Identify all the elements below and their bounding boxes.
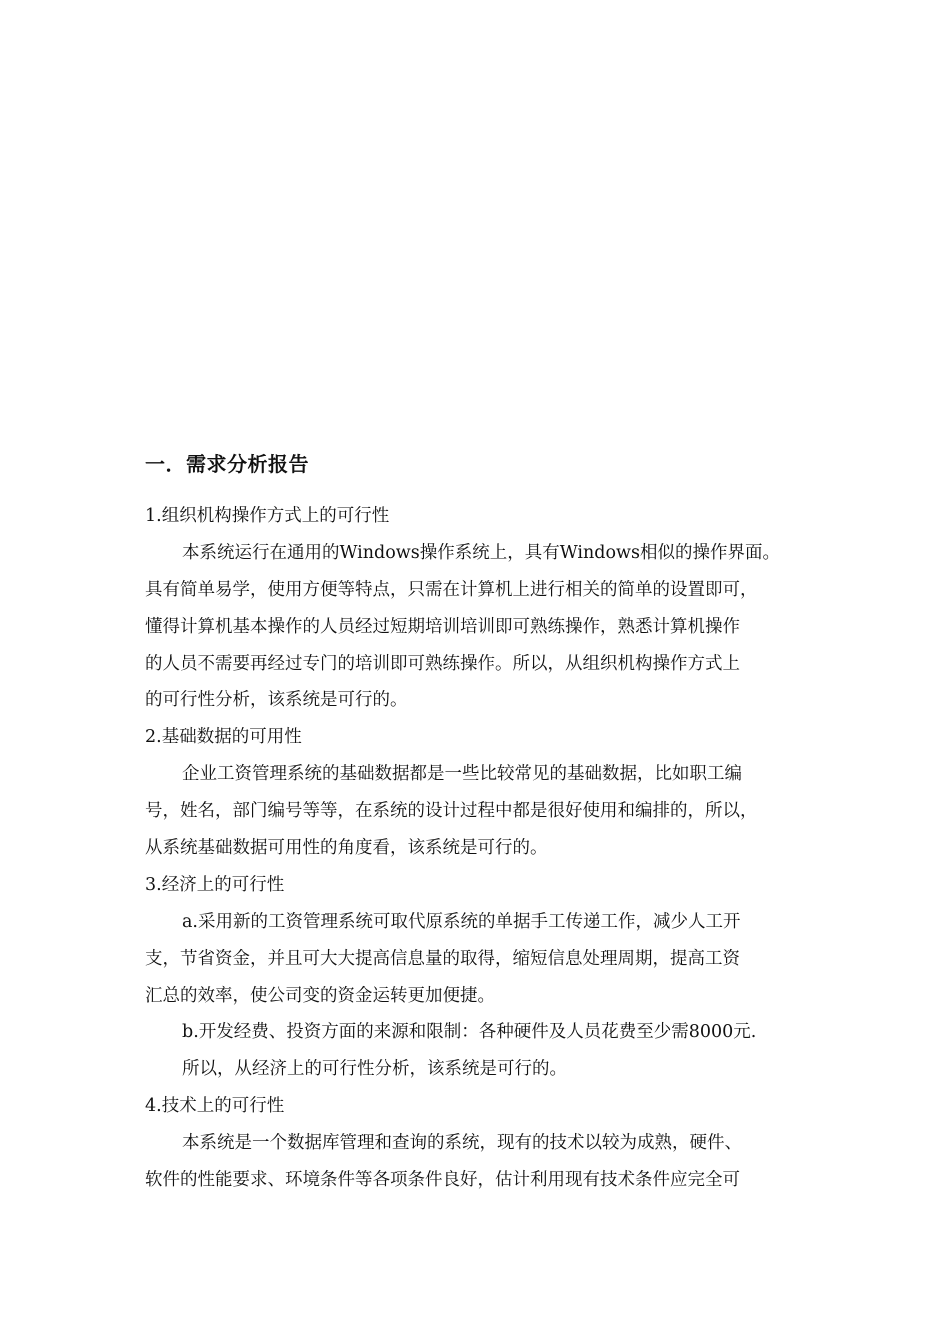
paragraph-line: 的人员不需要再经过专门的培训即可熟练操作。所以，从组织机构操作方式上 — [145, 653, 740, 674]
paragraph-line: 具有简单易学，使用方便等特点，只需在计算机上进行相关的简单的设置即可， — [145, 579, 758, 600]
paragraph-line: 软件的性能要求、环境条件等各项条件良好，估计利用现有技术条件应完全可 — [145, 1170, 740, 1191]
paragraph-line: 的可行性分析，该系统是可行的。 — [145, 690, 408, 711]
paragraph-line: 号，姓名，部门编号等等，在系统的设计过程中都是很好使用和编排的，所以， — [145, 801, 758, 822]
paragraph-line: b.开发经费、投资方面的来源和限制：各种硬件及人员花费至少需8000元. — [182, 1022, 757, 1043]
paragraph-line: 从系统基础数据可用性的角度看，该系统是可行的。 — [145, 838, 548, 859]
subsection-title: 2.基础数据的可用性 — [145, 727, 302, 748]
paragraph-line: 企业工资管理系统的基础数据都是一些比较常见的基础数据，比如职工编 — [182, 764, 742, 785]
body-text — [145, 498, 825, 1199]
paragraph-line: 本系统运行在通用的Windows操作系统上，具有Windows相似的操作界面。 — [182, 542, 780, 563]
subsection-title: 3.经济上的可行性 — [145, 874, 285, 895]
subsection-title: 1.组织机构操作方式上的可行性 — [145, 506, 390, 526]
paragraph-line: a.采用新的工资管理系统可取代原系统的单据手工传递工作，减少人工开 — [182, 911, 741, 932]
paragraph-line: 汇总的效率，使公司变的资金运转更加便捷。 — [145, 985, 495, 1006]
paragraph-line: 所以，从经济上的可行性分析，该系统是可行的。 — [182, 1059, 567, 1080]
paragraph-line: 懂得计算机基本操作的人员经过短期培训培训即可熟练操作，熟悉计算机操作 — [145, 616, 740, 637]
subsection-title: 4.技术上的可行性 — [145, 1096, 285, 1117]
paragraph-line: 支，节省资金，并且可大大提高信息量的取得，缩短信息处理周期，提高工资 — [145, 948, 740, 969]
section-heading: 一．需求分析报告 — [145, 452, 309, 476]
paragraph-line: 本系统是一个数据库管理和查询的系统，现有的技术以较为成熟，硬件、 — [182, 1133, 742, 1154]
